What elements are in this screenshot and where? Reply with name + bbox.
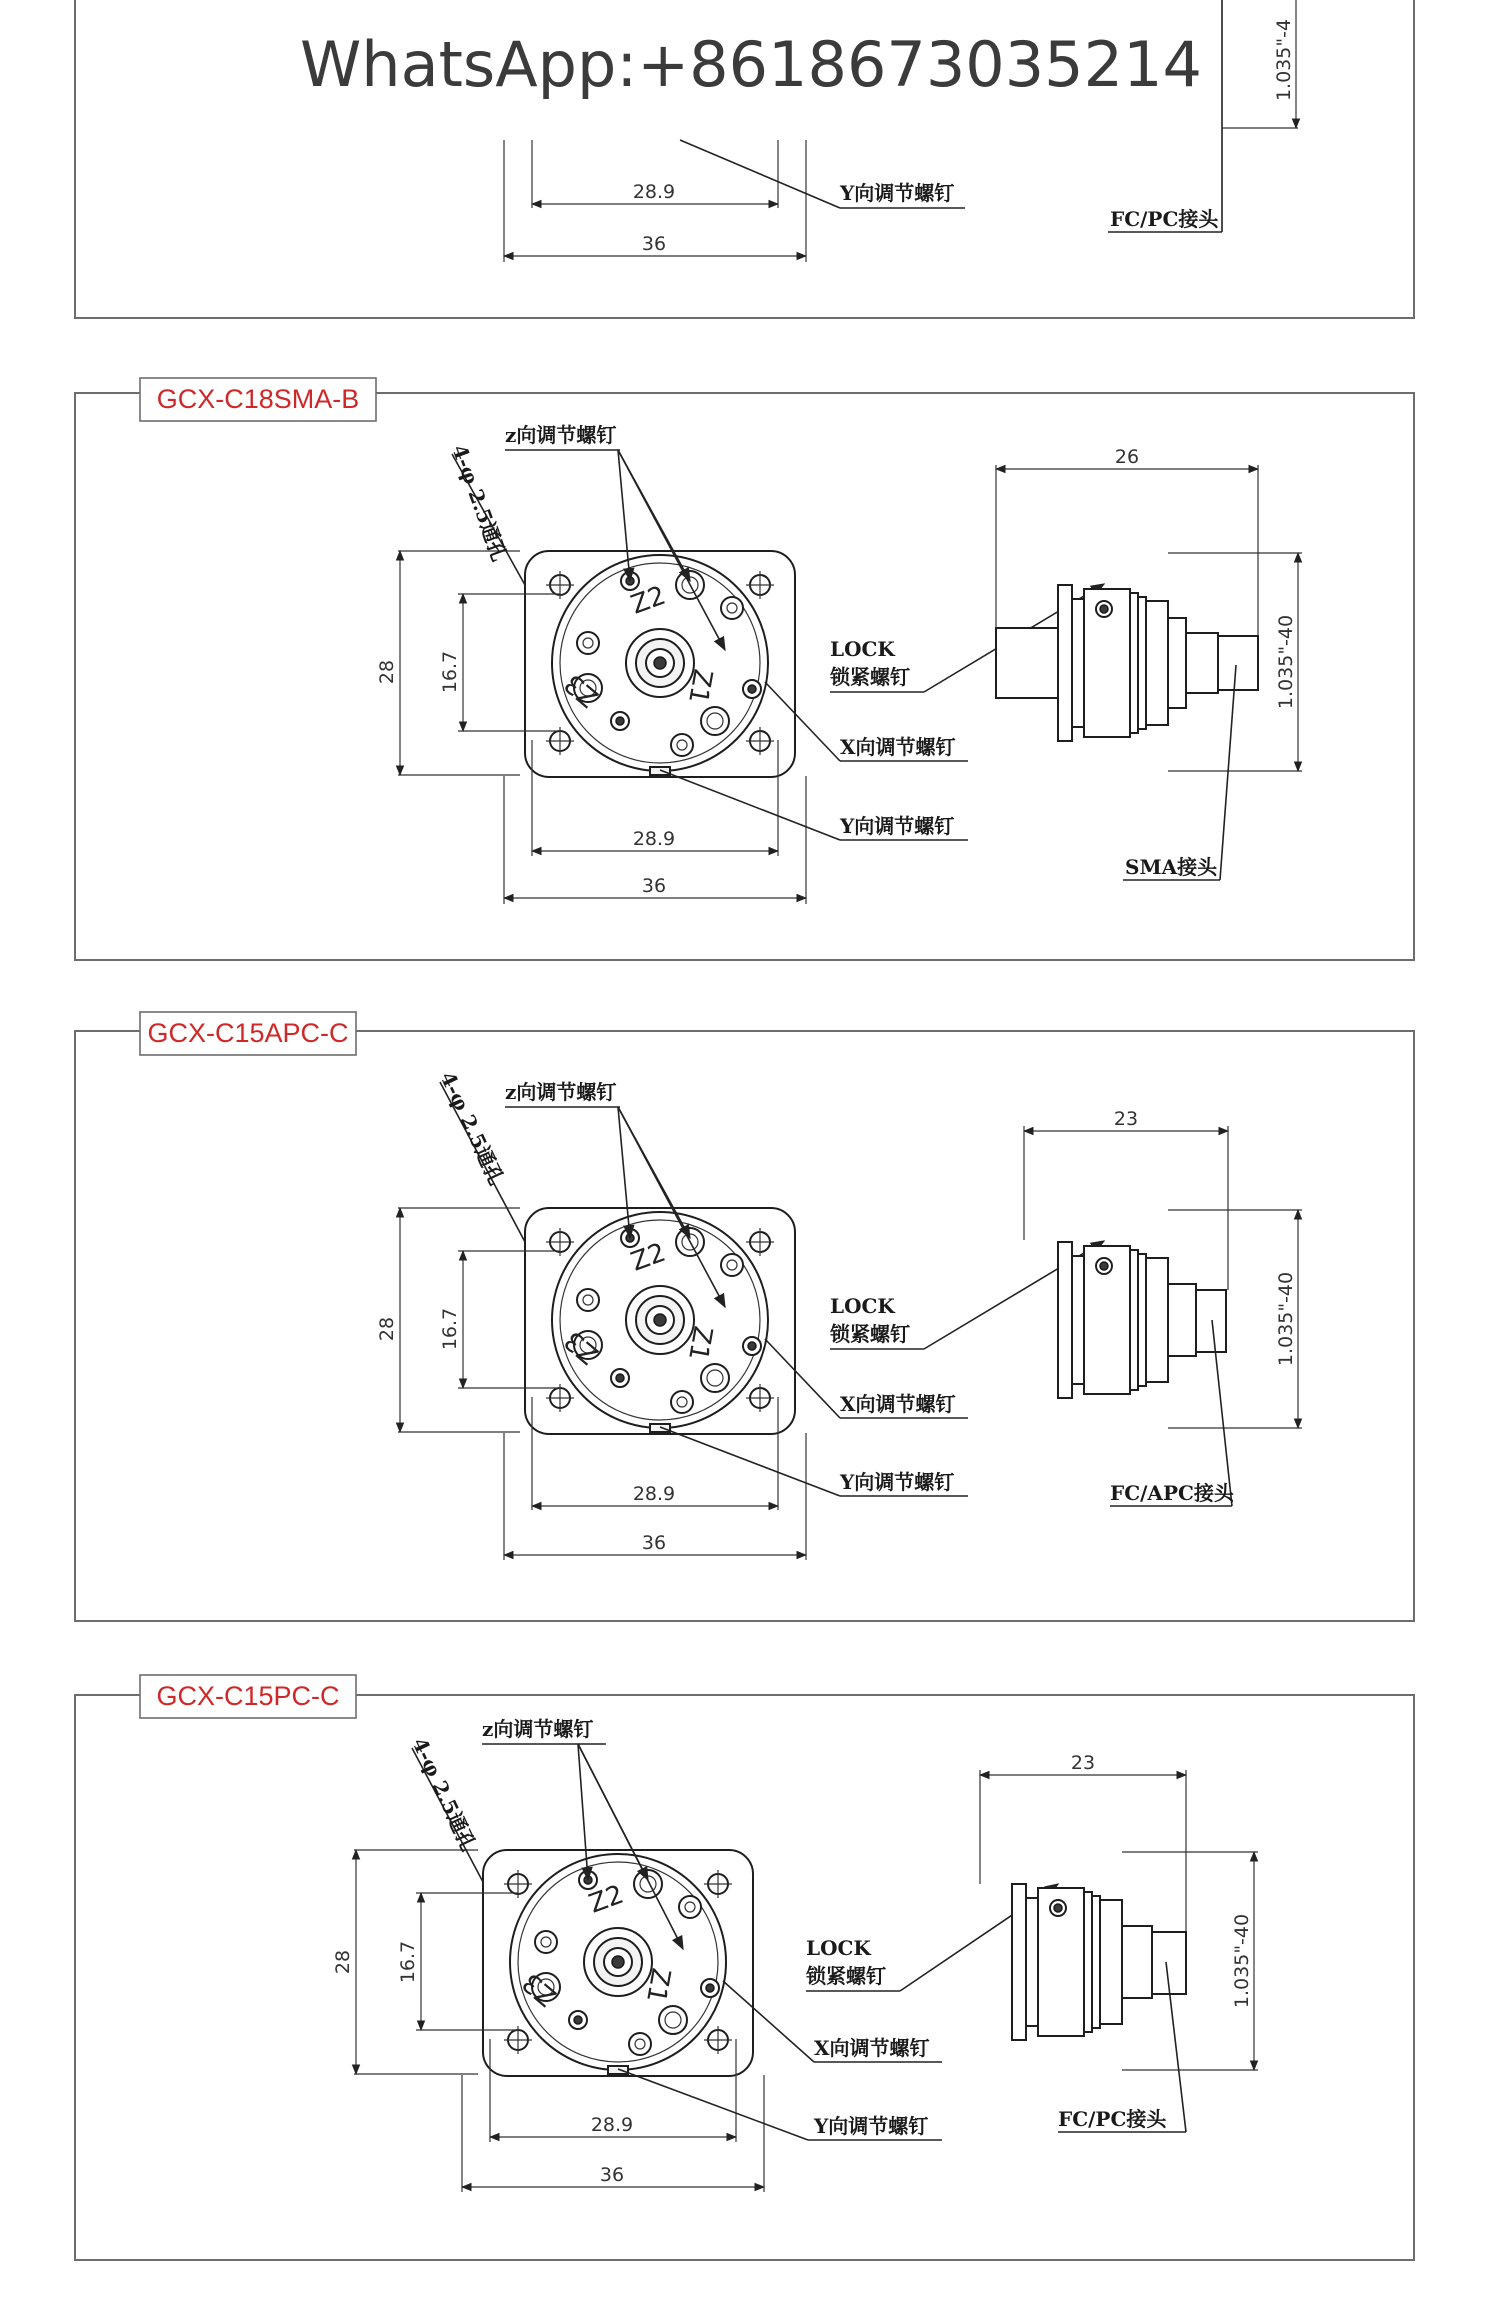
label-connector: FC/PC接头 xyxy=(1058,2107,1167,2131)
dim-outer-width: 36 xyxy=(641,1532,667,1554)
label-y-screw: Y向调节螺钉 xyxy=(814,2114,929,2138)
dim-height: 28 xyxy=(376,659,398,685)
dim-inner-width: 28.9 xyxy=(632,1483,676,1505)
label-connector: FC/APC接头 xyxy=(1110,1481,1234,1505)
label-x-screw: X向调节螺钉 xyxy=(814,2036,930,2060)
label-y-screw: Y向调节螺钉 xyxy=(840,181,955,205)
dim-inner-width: 28.9 xyxy=(632,828,676,850)
label-lock-en: LOCK xyxy=(830,637,895,661)
watermark-text: WhatsApp:+8618673035214 xyxy=(300,28,1202,101)
label-x-screw: X向调节螺钉 xyxy=(840,1392,956,1416)
model-title: GCX-C15PC-C xyxy=(156,1681,340,1711)
label-z-screw: z向调节螺钉 xyxy=(505,423,617,447)
dim-height-partial: 1.035"-4 xyxy=(1273,18,1295,102)
label-hole: 4-φ 2.5通孔 xyxy=(407,1733,481,1855)
diagram-panel-pc-c xyxy=(75,1675,1414,2260)
model-title: GCX-C15APC-C xyxy=(147,1018,349,1048)
dim-side-height: 1.035"-40 xyxy=(1275,1271,1297,1367)
dim-inner-height: 16.7 xyxy=(397,1940,419,1984)
mark-z1: Z1 xyxy=(640,1965,676,2005)
label-y-screw: Y向调节螺钉 xyxy=(840,1470,955,1494)
label-lock-cn: 锁紧螺钉 xyxy=(806,1964,886,1988)
label-lock-cn: 锁紧螺钉 xyxy=(830,665,910,689)
dim-outer-width: 36 xyxy=(641,875,667,897)
dim-inner-height: 16.7 xyxy=(439,1307,461,1351)
label-x-screw: X向调节螺钉 xyxy=(840,735,956,759)
dim-side-height: 1.035"-40 xyxy=(1275,614,1297,710)
dim-side-width: 23 xyxy=(1113,1108,1139,1130)
label-lock-cn: 锁紧螺钉 xyxy=(830,1322,910,1346)
dim-inner-width: 28.9 xyxy=(632,181,676,203)
dim-outer-width: 36 xyxy=(641,233,667,255)
dim-height: 28 xyxy=(332,1949,354,1975)
model-title: GCX-C18SMA-B xyxy=(156,384,360,414)
diagram-panel-sma-b xyxy=(75,378,1414,960)
dim-side-width: 26 xyxy=(1114,446,1140,468)
mark-z3: Z3 xyxy=(558,1324,605,1370)
diagram-panel-apc-c xyxy=(75,1012,1414,1621)
dim-height: 28 xyxy=(376,1316,398,1342)
label-connector: FC/PC接头 xyxy=(1110,207,1219,231)
label-hole: 4-φ 2.5通孔 xyxy=(447,441,512,565)
dim-side-width: 23 xyxy=(1070,1752,1096,1774)
label-lock-en: LOCK xyxy=(806,1936,871,1960)
label-connector: SMA接头 xyxy=(1125,855,1218,879)
mark-z3: Z3 xyxy=(516,1966,563,2012)
dim-outer-width: 36 xyxy=(599,2164,625,2186)
dim-side-height: 1.035"-40 xyxy=(1231,1913,1253,2009)
mark-z1: Z1 xyxy=(682,666,718,706)
dim-inner-height: 16.7 xyxy=(439,650,461,694)
label-z-screw: z向调节螺钉 xyxy=(482,1717,594,1741)
mark-z2: Z2 xyxy=(627,580,670,621)
mark-z1: Z1 xyxy=(682,1323,718,1363)
mark-z2: Z2 xyxy=(585,1879,628,1920)
label-y-screw: Y向调节螺钉 xyxy=(840,814,955,838)
mark-z2: Z2 xyxy=(627,1237,670,1278)
mark-z3: Z3 xyxy=(558,667,605,713)
dim-inner-width: 28.9 xyxy=(590,2114,634,2136)
label-hole: 4-φ 2.5通孔 xyxy=(435,1067,509,1189)
label-lock-en: LOCK xyxy=(830,1294,895,1318)
label-z-screw: z向调节螺钉 xyxy=(505,1080,617,1104)
